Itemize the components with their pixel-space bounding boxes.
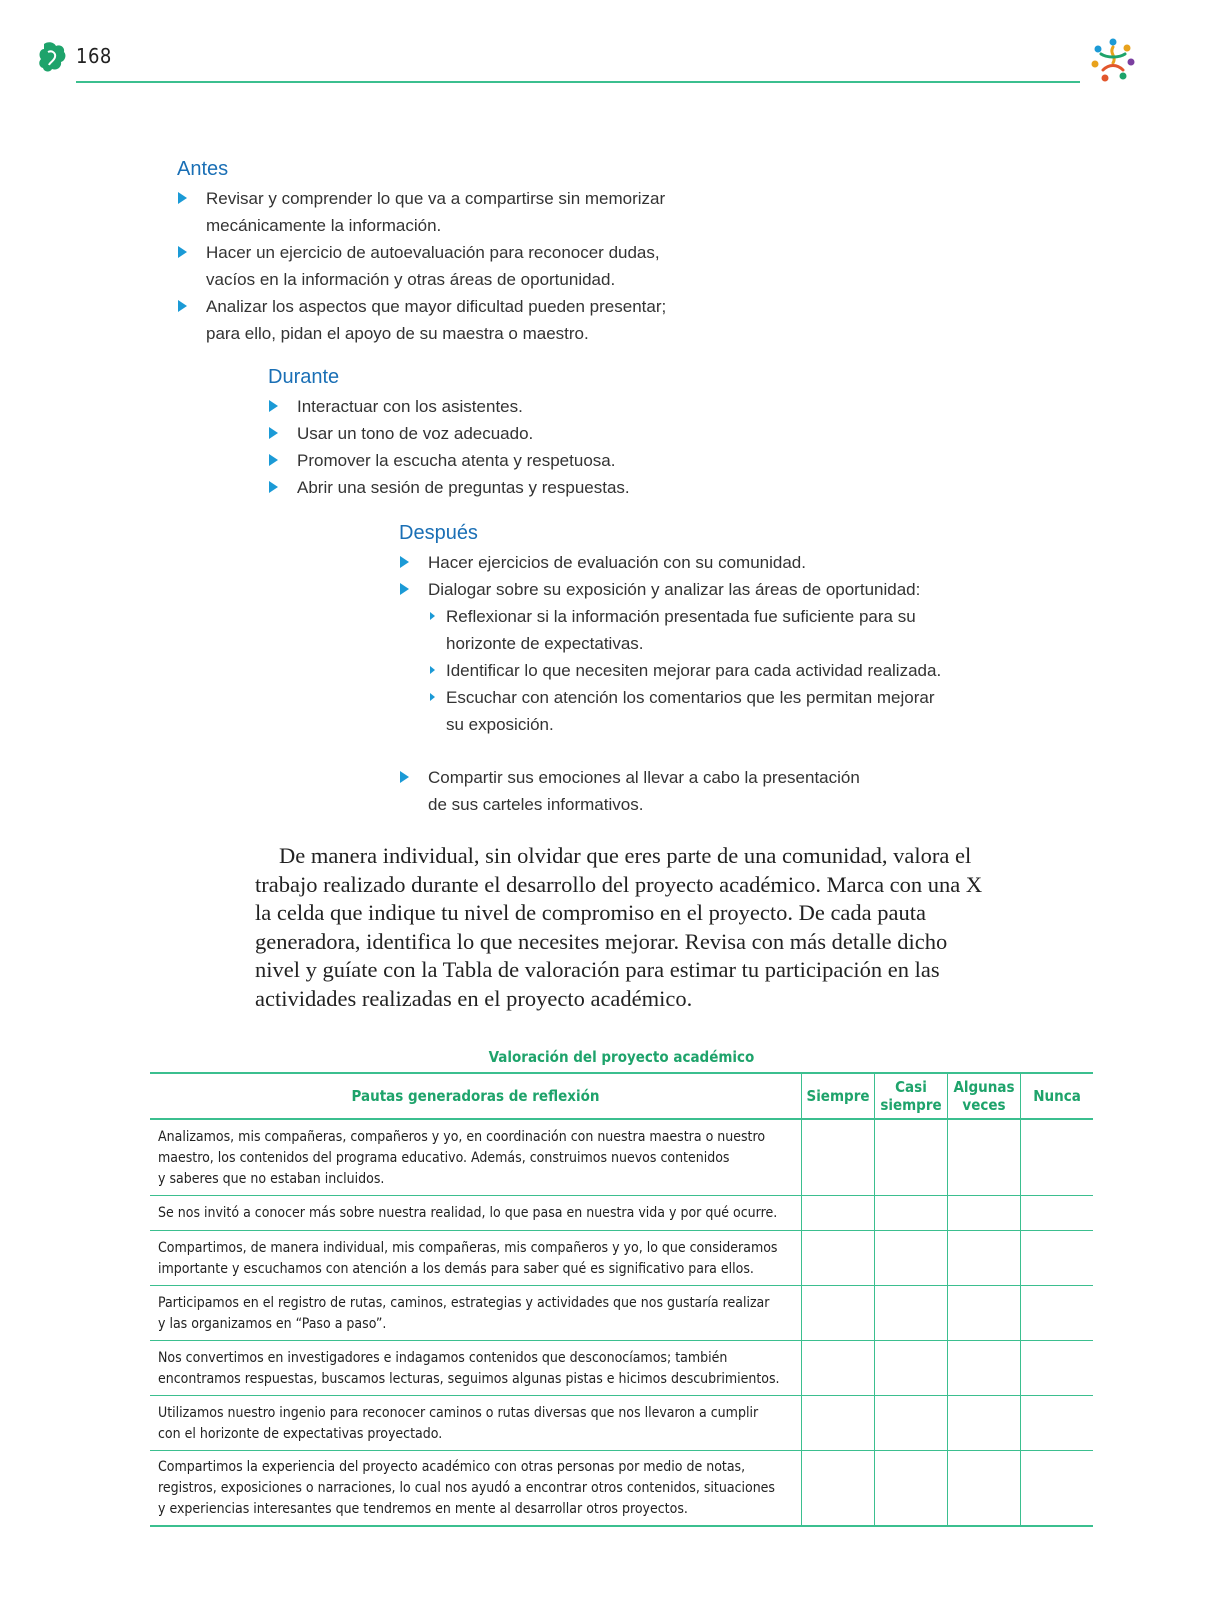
valuation-table <box>150 1072 1093 1527</box>
casi-siempre-cell[interactable] <box>875 1450 948 1526</box>
table-row <box>150 1395 1093 1450</box>
durante-section <box>268 366 788 501</box>
casi-siempre-cell[interactable] <box>875 1340 948 1395</box>
small-triangle-bullet-icon <box>430 612 435 620</box>
triangle-bullet-icon <box>269 427 278 439</box>
nunca-cell[interactable] <box>1021 1285 1094 1340</box>
criteria-header: Pautas generadoras de reflexión <box>150 1073 802 1119</box>
algunas-veces-cell[interactable] <box>948 1195 1021 1230</box>
casi-siempre-cell[interactable] <box>875 1195 948 1230</box>
green-leaf-figure-icon <box>38 40 68 74</box>
algunas-veces-cell[interactable] <box>948 1395 1021 1450</box>
list-item: Dialogar sobre su exposición y analizar las áreas de oportunidad: Reflexionar si la información presentada fue suficiente para su horizonte de expectativas. Identificar lo que necesiten mejorar para cada actividad realizada. Escuchar con atención los comentarios que les permitan mejorar su exposición. <box>399 576 1019 738</box>
nunca-header: Nunca <box>1021 1073 1094 1119</box>
siempre-cell[interactable] <box>802 1395 875 1450</box>
siempre-cell[interactable] <box>802 1195 875 1230</box>
list-item: Promover la escucha atenta y respetuosa. <box>268 447 788 474</box>
triangle-bullet-icon <box>400 583 409 595</box>
siempre-cell[interactable] <box>802 1285 875 1340</box>
casi-siempre-cell[interactable] <box>875 1230 948 1285</box>
antes-title: Antes <box>177 158 229 180</box>
criteria-cell: Se nos invitó a conocer más sobre nuestra realidad, lo que pasa en nuestra vida y por qué ocurre. <box>150 1195 802 1230</box>
header-divider <box>76 81 1080 83</box>
criteria-cell: Nos convertimos en investigadores e indagamos contenidos que desconocíamos; también encontramos respuestas, buscamos lecturas, seguimos algunas pistas e hicimos descubrimientos. <box>150 1340 802 1395</box>
community-circle-logo-icon <box>1087 34 1139 86</box>
table-header-row <box>150 1073 1093 1119</box>
criteria-cell: Compartimos, de manera individual, mis compañeras, mis compañeros y yo, lo que consideramos importante y escuchamos con atención a los demás para saber qué es significativo para ellos. <box>150 1230 802 1285</box>
table-title: Valoración del proyecto académico <box>488 1048 755 1066</box>
despues-section <box>399 522 1019 818</box>
criteria-cell: Compartimos la experiencia del proyecto académico con otras personas por medio de notas, registros, exposiciones o narraciones, lo cual nos ayudó a encontrar otros contenidos, situaciones y experiencias interesantes que tendremos en mente al desarrollar otros proyectos. <box>150 1450 802 1526</box>
nunca-cell[interactable] <box>1021 1230 1094 1285</box>
siempre-header: Siempre <box>802 1073 875 1119</box>
nunca-cell[interactable] <box>1021 1395 1094 1450</box>
algunas-veces-cell[interactable] <box>948 1119 1021 1195</box>
sub-list-item: Escuchar con atención los comentarios que les permitan mejorar su exposición. <box>428 684 1019 738</box>
triangle-bullet-icon <box>269 400 278 412</box>
list-item: Revisar y comprender lo que va a compartirse sin memorizar mecánicamente la información. <box>177 185 737 239</box>
list-item: Abrir una sesión de preguntas y respuestas. <box>268 474 788 501</box>
list-item: Hacer un ejercicio de autoevaluación para reconocer dudas, vacíos en la información y otras áreas de oportunidad. <box>177 239 737 293</box>
list-item: Usar un tono de voz adecuado. <box>268 420 788 447</box>
algunas-veces-cell[interactable] <box>948 1450 1021 1526</box>
table-row <box>150 1340 1093 1395</box>
criteria-cell: Utilizamos nuestro ingenio para reconocer caminos o rutas diversas que nos llevaron a cumplir con el horizonte de expectativas proyectado. <box>150 1395 802 1450</box>
table-row <box>150 1285 1093 1340</box>
siempre-cell[interactable] <box>802 1230 875 1285</box>
criteria-cell: Participamos en el registro de rutas, caminos, estrategias y actividades que nos gustaría realizar y las organizamos en “Paso a paso”. <box>150 1285 802 1340</box>
despues-title: Después <box>399 522 478 544</box>
casi-siempre-cell[interactable] <box>875 1395 948 1450</box>
algunas-veces-cell[interactable] <box>948 1230 1021 1285</box>
list-item: Analizar los aspectos que mayor dificultad pueden presentar; para ello, pidan el apoyo de su maestra o maestro. <box>177 293 737 347</box>
triangle-bullet-icon <box>178 300 187 312</box>
triangle-bullet-icon <box>178 246 187 258</box>
list-item: Hacer ejercicios de evaluación con su comunidad. <box>399 549 1019 576</box>
triangle-bullet-icon <box>269 481 278 493</box>
sub-list-item: Reflexionar si la información presentada fue suficiente para su horizonte de expectativas. <box>428 603 1019 657</box>
sub-list-item: Identificar lo que necesiten mejorar para cada actividad realizada. <box>428 657 1019 684</box>
triangle-bullet-icon <box>178 192 187 204</box>
nunca-cell[interactable] <box>1021 1450 1094 1526</box>
table-row <box>150 1195 1093 1230</box>
list-item: Interactuar con los asistentes. <box>268 393 788 420</box>
siempre-cell[interactable] <box>802 1119 875 1195</box>
table-row <box>150 1450 1093 1526</box>
table-row <box>150 1119 1093 1195</box>
durante-title: Durante <box>268 366 340 388</box>
casi-siempre-cell[interactable] <box>875 1285 948 1340</box>
list-item: Compartir sus emociones al llevar a cabo la presentación de sus carteles informativos. <box>399 764 1019 818</box>
triangle-bullet-icon <box>400 556 409 568</box>
siempre-cell[interactable] <box>802 1450 875 1526</box>
instruction-paragraph: De manera individual, sin olvidar que eres parte de una comunidad, valora el trabajo realizado durante el desarrollo del proyecto académico. Marca con una X la celda que indique tu nivel de compromiso en el proyecto. De cada pauta generadora, identifica lo que necesites mejorar. Revisa con más detalle dicho nivel y guíate con la Tabla de valoración para estimar tu participación en las actividades realizadas en el proyecto académico. <box>255 843 983 1011</box>
small-triangle-bullet-icon <box>430 693 435 701</box>
triangle-bullet-icon <box>269 454 278 466</box>
page-number: 168 <box>76 44 112 68</box>
triangle-bullet-icon <box>400 771 409 783</box>
nunca-cell[interactable] <box>1021 1195 1094 1230</box>
casi-siempre-header: Casi siempre <box>875 1073 948 1119</box>
nunca-cell[interactable] <box>1021 1340 1094 1395</box>
algunas-veces-header: Algunas veces <box>948 1073 1021 1119</box>
algunas-veces-cell[interactable] <box>948 1340 1021 1395</box>
table-row <box>150 1230 1093 1285</box>
antes-section <box>177 158 737 347</box>
small-triangle-bullet-icon <box>430 666 435 674</box>
criteria-cell: Analizamos, mis compañeras, compañeros y yo, en coordinación con nuestra maestra o nuestro maestro, los contenidos del programa educativo. Además, construimos nuevos contenidos y saberes que no estaban incluidos. <box>150 1119 802 1195</box>
casi-siempre-cell[interactable] <box>875 1119 948 1195</box>
nunca-cell[interactable] <box>1021 1119 1094 1195</box>
algunas-veces-cell[interactable] <box>948 1285 1021 1340</box>
siempre-cell[interactable] <box>802 1340 875 1395</box>
